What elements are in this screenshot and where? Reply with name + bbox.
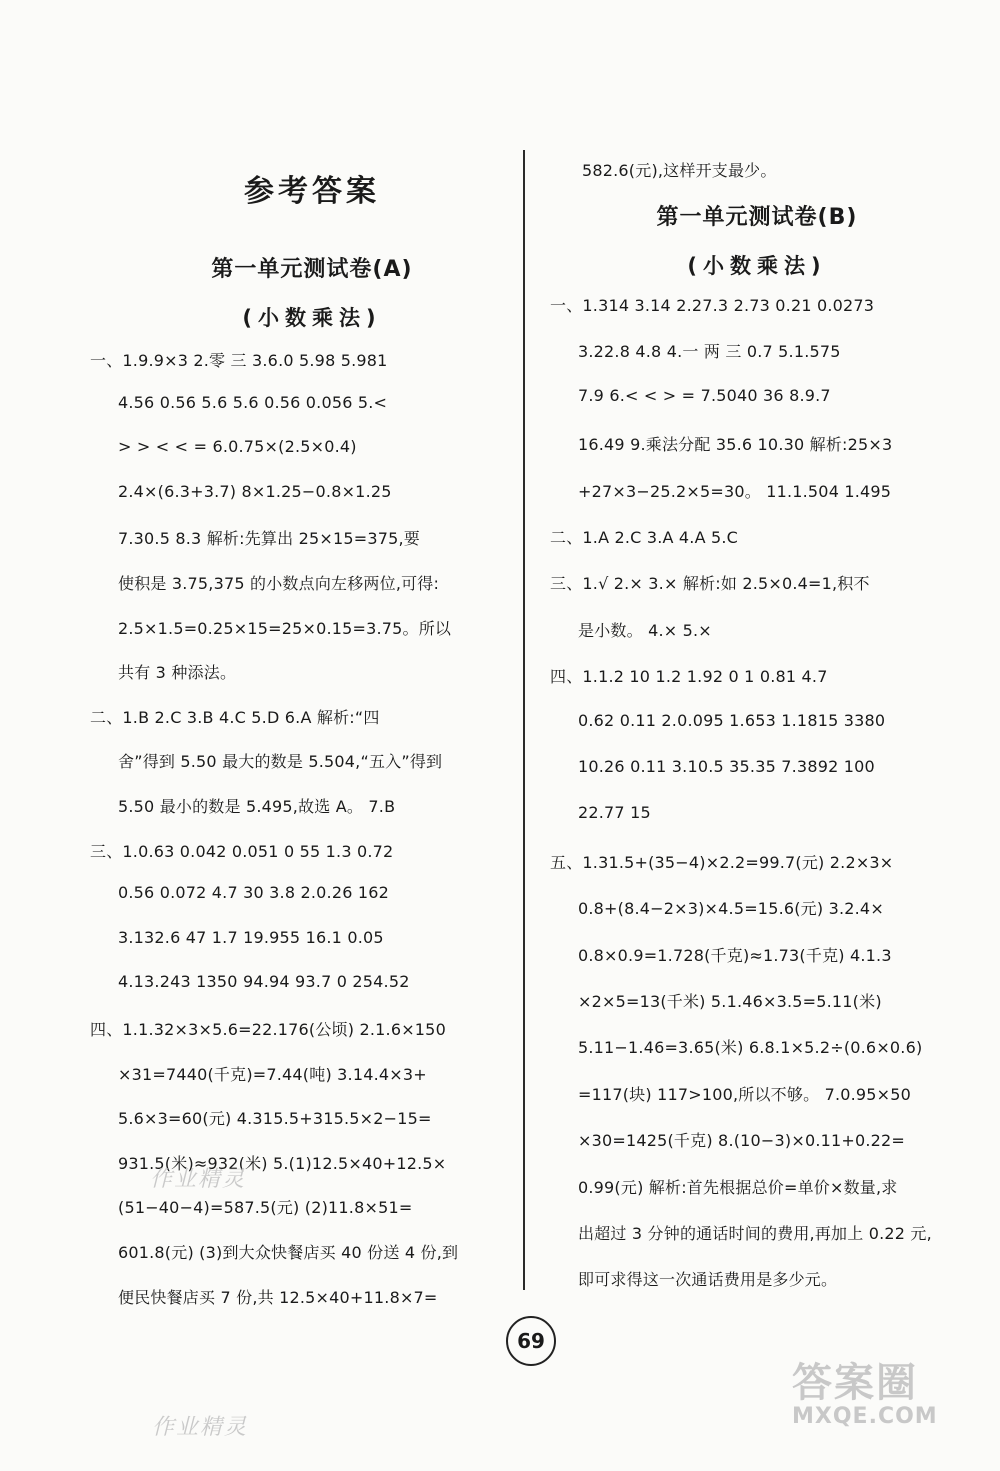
logo-title: 答案圈 — [792, 1360, 918, 1406]
answer-line: 三、1.√ 2.× 3.× 解析:如 2.5×0.4=1,积不 — [550, 574, 870, 594]
answer-line: ×31=7440(千克)=7.44(吨) 3.14.4×3+ — [118, 1064, 427, 1084]
answer-line: 4.56 0.56 5.6 5.6 0.56 0.056 5.< — [118, 392, 388, 412]
answer-line: 四、1.1.2 10 1.2 1.92 0 1 0.81 4.7 — [550, 667, 828, 687]
answer-line: 0.99(元) 解析:首先根据总价=单价×数量,求 — [578, 1177, 898, 1197]
left-section-subheading: (小数乘法) — [242, 306, 382, 330]
answer-line: > > < < = 6.0.75×(2.5×0.4) — [118, 437, 357, 457]
answer-line: 是小数。 4.× 5.× — [578, 620, 712, 640]
answer-line: 四、1.1.32×3×5.6=22.176(公顷) 2.1.6×150 — [90, 1020, 446, 1039]
answer-line: ×2×5=13(千米) 5.1.46×3.5=5.11(米) — [578, 992, 882, 1011]
logo-url: MXQE.COM — [792, 1404, 938, 1429]
answer-line: 二、1.A 2.C 3.A 4.A 5.C — [550, 528, 739, 547]
answer-line: 三、1.0.63 0.042 0.051 0 55 1.3 0.72 — [90, 841, 394, 861]
answer-line: 一、1.9.9×3 2.零 三 3.6.0 5.98 5.981 — [90, 351, 388, 370]
answer-line: 3.22.8 4.8 4.一 两 三 0.7 5.1.575 — [578, 342, 841, 362]
answer-line: 2.4×(6.3+3.7) 8×1.25−0.8×1.25 — [118, 481, 392, 501]
answer-line: 10.26 0.11 3.10.5 35.35 7.3892 100 — [578, 757, 875, 776]
answer-line: 22.77 15 — [578, 803, 651, 823]
answer-line: 7.30.5 8.3 解析:先算出 25×15=375,要 — [118, 529, 420, 549]
answer-line: 2.5×1.5=0.25×15=25×0.15=3.75。所以 — [118, 618, 452, 638]
answer-line: 即可求得这一次通话费用是多少元。 — [578, 1270, 838, 1290]
answer-line: 16.49 9.乘法分配 35.6 10.30 解析:25×3 — [578, 435, 893, 455]
answer-line: 601.8(元) (3)到大众快餐店买 40 份送 4 份,到 — [118, 1243, 459, 1262]
right-section-subheading: (小数乘法) — [687, 254, 827, 278]
answer-line: 五、1.31.5+(35−4)×2.2=99.7(元) 2.2×3× — [550, 852, 894, 872]
answer-line: 二、1.B 2.C 3.B 4.C 5.D 6.A 解析:“四 — [90, 707, 380, 727]
answer-line: 一、1.314 3.14 2.27.3 2.73 0.21 0.0273 — [550, 296, 875, 315]
answer-line: 0.8×0.9=1.728(千克)≈1.73(千克) 4.1.3 — [578, 945, 892, 965]
answer-line: ×30=1425(千克) 8.(10−3)×0.11+0.22= — [578, 1131, 906, 1151]
answer-line: 5.6×3=60(元) 4.315.5+315.5×2−15= — [118, 1109, 432, 1129]
left-section-heading: 第一单元测试卷(A) — [211, 257, 413, 282]
answer-line: 7.9 6.< < > = 7.5040 36 8.9.7 — [578, 385, 831, 405]
answer-line: 舍”得到 5.50 最大的数是 5.504,“五入”得到 — [118, 752, 443, 772]
watermark-text-bottom: 作业精灵 — [152, 1415, 249, 1440]
answer-line: 4.13.243 1350 94.94 93.7 0 254.52 — [118, 972, 410, 992]
answer-line: 0.56 0.072 4.7 30 3.8 2.0.26 162 — [118, 883, 390, 903]
answer-line: 使积是 3.75,375 的小数点向左移两位,可得: — [118, 574, 440, 593]
page-number: 69 — [506, 1316, 556, 1366]
answer-line: (51−40−4)=587.5(元) (2)11.8×51= — [118, 1198, 413, 1218]
right-top-line: 582.6(元),这样开支最少。 — [582, 161, 777, 180]
answer-line: 5.11−1.46=3.65(米) 6.8.1×5.2÷(0.6×0.6) — [578, 1038, 923, 1058]
site-logo — [792, 1351, 982, 1441]
answer-line: 0.8+(8.4−2×3)×4.5=15.6(元) 3.2.4× — [578, 899, 884, 919]
answer-line: 出超过 3 分钟的通话时间的费用,再加上 0.22 元, — [578, 1224, 932, 1243]
answer-line: +27×3−25.2×5=30。 11.1.504 1.495 — [578, 481, 892, 501]
answer-line: 3.132.6 47 1.7 19.955 16.1 0.05 — [118, 927, 384, 947]
answer-line: 便民快餐店买 7 份,共 12.5×40+11.8×7= — [118, 1287, 438, 1307]
right-section-heading: 第一单元测试卷(B) — [656, 205, 858, 230]
answer-line: 5.50 最小的数是 5.495,故选 A。 7.B — [118, 797, 396, 816]
answer-line: 共有 3 种添法。 — [118, 663, 237, 683]
answer-line: 931.5(米)≈932(米) 5.(1)12.5×40+12.5× — [118, 1153, 447, 1173]
page-title: 参考答案 — [244, 174, 380, 209]
answer-line: 0.62 0.11 2.0.095 1.653 1.1815 3380 — [578, 710, 886, 730]
answer-line: =117(块) 117>100,所以不够。 7.0.95×50 — [578, 1084, 912, 1104]
column-divider — [523, 150, 525, 1290]
watermark-text: 作业精灵 — [150, 1167, 247, 1192]
